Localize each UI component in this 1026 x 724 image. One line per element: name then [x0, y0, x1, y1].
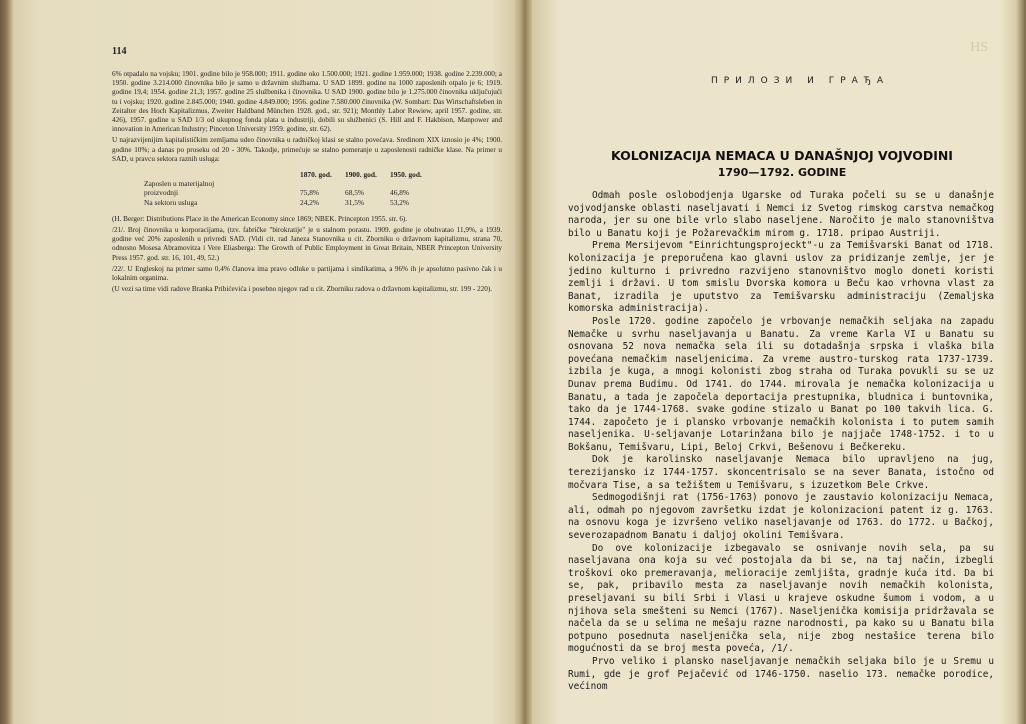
- footnote-paragraph: U najrazvijenijim kapitalističkim zemljama udeo činovnika u radničkoj klasi se stalno povećava. Sredinom XIX iznosio je 4%; 1900. godine 10%; a danas po proseku od 20 - 30%. Takodje, primećuje se stalno pomeranje u zaposlenosti radničke klase. Na primer u SAD, u pravcu sektora raznih usluga:: [112, 136, 502, 163]
- table-row: [144, 188, 484, 197]
- footnote-22: /22/. U Engleskoj na primer samo 0,4% članova ima pravo odluke u partijama i sindikatima, a 96% ih je apsolutno pasivno čak i u lokalnim organima.: [112, 264, 502, 283]
- table-cell: 53,2%: [390, 197, 410, 207]
- article-title: KOLONIZACIJA NEMACA U DANAŠNJOJ VOJVODINI: [611, 148, 953, 163]
- table-cell: 31,5%: [345, 197, 365, 207]
- article-subtitle: 1790—1792. GODINE: [717, 166, 847, 179]
- row-label: Zaposlen u materijalnoj: [144, 179, 215, 189]
- table-cell: 46,8%: [390, 188, 410, 198]
- table-source: (H. Berger: Distributions Place in the American Economy since 1869; NBEK. Princepton 1955. str. 6).: [112, 214, 408, 223]
- table-cell: 24,2%: [300, 197, 320, 207]
- footnote-paragraph: 6% otpadalo na vojsku; 1901. godine bilo je 958.000; 1911. godine oko 1.500.000; 1921. godine 1.959.000; 1938. godine 2.239.000; a 1950. godine 3.214.000 činovnika bilo je samo u državnim službama. U SAD 1899. godine na 1000 zaposlenih otpalo je 6; 1919. godine 19,4; 1954. godine 21,3; 1957. godine 25 službenika i činovnika. U SAD 1900. godine bilo je 1.275.000 činovnika uključujući tu i vojsku; 1920. godine 2.845.000; 1940. godine 4.849.000; 1956. godine 7.580.000 činovnika (W. Sombart: Das Wirtschaftsleben in Zeitalter des Hoch Kapitalizmus, Zweiter Haldband München 1928. god., str. 921); Monthly Labor Rewiew, april 1957. godine, str. 426), 1957. godine u SAD 1/3 od ukupnog fonda plata u industriji, dobili su službenici (S. Hill and F. Hakbison, Manpower and innovation in American Industry; Pinceton University 1959. godine, str. 62).: [112, 70, 502, 134]
- footnotes-text: [112, 70, 502, 296]
- table-row: [144, 198, 484, 207]
- body-paragraph: Dok je karolinsko naseljavanje Nemaca bilo upravljeno na jug, terezijansko iz 1744-1757. skoncentrisalo se na sever Banata, istočno od močvara Tise, a sa težištem u Temišvaru, s izuzetkom Bele Crkve.: [568, 454, 994, 491]
- page-number: 114: [112, 46, 127, 57]
- body-paragraph: Odmah posle oslobodjenja Ugarske od Turaka počeli su se u današnje vojvodjanske oblasti naseljavati i Nemci iz Svetog rimskog carstva nemačkog naroda, jer su one bile vrlo slabo naseljene. Naročito je malo stanovništva bilo u Banatu koji je Požarevačkim mirom g. 1718. pripao Austriji.: [568, 190, 994, 239]
- employment-table: [144, 170, 484, 207]
- bleed-through-mark: HS: [970, 40, 988, 55]
- footnote-22-ref: (U vezi sa time vidi radove Branka Pribićevića i posebno njegov rad u cit. Zborniku radova o državnom kapitalizmu, str. 199 - 220).: [112, 285, 493, 294]
- table-header-cell: 1870. god.: [300, 170, 332, 180]
- footnote-21: /21/. Broj činovnika u korporacijama, (tzv. fabričke "birokratije" je u stalnom porastu. 1909. godine je obuhvatao 11,9%, a 1939. godine već 20% zaposlenih u privredi SAD. (Vidi cit. rad Janeza Stanovnika u cit. Zborniku o državnom kapitalizmu, strana 70, odnosno Mosesa Abramovitza i Vere Eliasberga: The Growth of Public Employment in Great Britain, NBER Princepton University Press 1957. god. str. 16, 101, 49, 52.): [112, 226, 502, 262]
- row-label: proizvodnji: [144, 188, 179, 198]
- left-page: [14, 0, 518, 724]
- right-page: [532, 0, 1012, 724]
- book-binding: [518, 0, 532, 724]
- table-header: [144, 170, 484, 179]
- table-row: [144, 179, 484, 188]
- table-header-cell: 1950. god.: [390, 170, 422, 180]
- table-cell: 75,8%: [300, 188, 320, 198]
- table-cell: 68,5%: [345, 188, 365, 198]
- section-heading: ПРИЛОЗИ И ГРАЂА: [710, 76, 890, 86]
- body-paragraph: Prema Mersijevom "Einrichtungsprojeckt"-u za Temišvarski Banat od 1718. kolonizacija je preporučena kao glavni uslov za pridizanje zemlje, jer je jedino kulturno i privredno razvijeno stanovništvo moglo doneti koristi zemlji i državi. U tom smislu Dvorska komora u Beču kao vrhovna vlast za Banat, izradila je uputstvo za Temišvarsku administraciju (Zemaljska komorska administracija).: [568, 240, 994, 315]
- table-header-cell: 1900. god.: [345, 170, 377, 180]
- body-paragraph: Sedmogodišnji rat (1756-1763) ponovo je zaustavio kolonizaciju Nemaca, ali, odmah po njegovom završetku izdat je kolonizacioni patent iz g. 1763. na osnovu koga je izvršeno veliko naseljavanje od 1763. do 1772. u Bačkoj, severozapadnom Banatu i daljoj okolini Temišvara.: [568, 492, 994, 542]
- body-paragraph: Prvo veliko i plansko naseljavanje nemačkih seljaka bilo je u Sremu u Rumi, gde je grof Pejačević od 1746-1750. naselio 173. nemačke porodice, većinom: [568, 655, 994, 693]
- body-paragraph: Do ove kolonizacije izbegavalo se osnivanje novih sela, pa su naseljavana ona koja su već postojala da bi se, na taj način, izbegli troškovi oko premeravanja, melioracije zemljišta, gradnje kuća itd. Da bi se, pak, pribavilo mesta za naseljavanje novih nemačkih kolonista, preseljavani su bili Srbi i Vlasi u krajeve oskudne šumom i vodom, a u njihova sela smešteni su Nemci (1767). Naseljenička komisija pridržavala se načela da se u selima ne mešaju razne narodnosti, pa kako su u Banatu bila potpuno posednuta naseljenička sela, nije zbog nestašice terena bilo mogućnosti da se broj mesta poveća, /1/.: [568, 542, 994, 655]
- row-label: Na sektoru usluga: [144, 197, 198, 207]
- body-paragraph: Posle 1720. godine započelo je vrbovanje nemačkih seljaka na zapadu Nemačke u svrhu naseljavanja u Banatu. Za vreme Karla VI u Banatu su osnovana 52 nova nemačka sela ili su dotadašnja srpska i vlaška bila povećana nemačkim naseljenicima. Za vreme austro-turskog rata 1737-1739. izbila je kuga, a mnogi kolonisti zbog straha od Turaka povukli su se uz Dunav prema Budimu. Od 1741. do 1744. mirovala je nemačka kolonizacija u Banatu, a tada je započela deportacija prestupnika, bludnica i buntovnika, tako da je 1744-1768. svake godine stizalo u Banat po 100 takvih lica. G. 1744. započeto je i plansko vrbovanje nemačkih kolonista i to putem samih naseljenika. U-seljavanje Lotarinžana bilo je najjače 1748-1752. i to u Bokšanu, Temišvaru, Lipi, Beloj Crkvi, Bešenovu i Bečkereku.: [568, 315, 994, 453]
- article-body: [568, 190, 994, 694]
